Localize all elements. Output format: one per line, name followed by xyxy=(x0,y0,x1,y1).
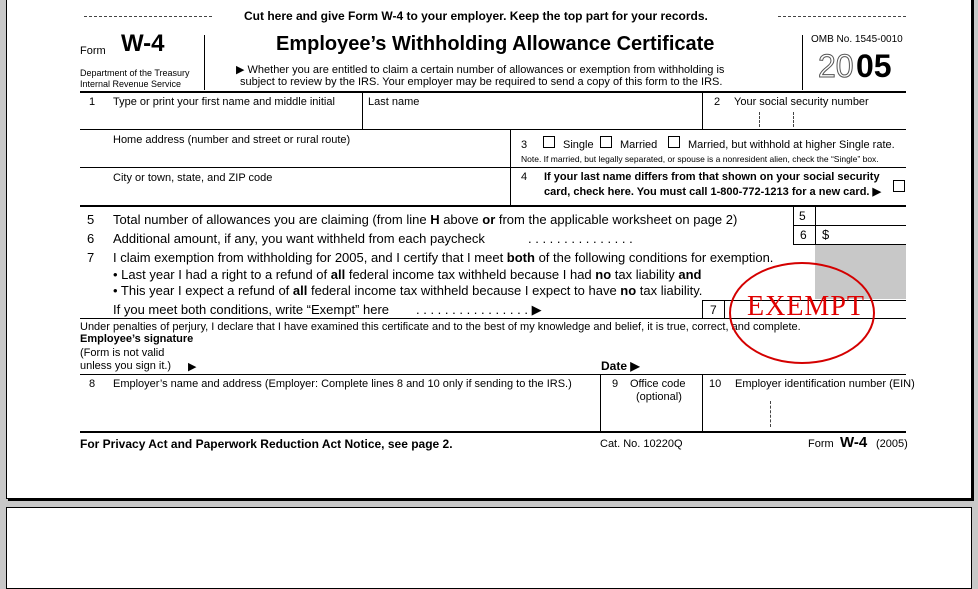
signature-arrow: ▶ xyxy=(188,361,197,373)
row-rule-2 xyxy=(80,167,906,168)
signature-note-1: (Form is not valid xyxy=(80,347,165,359)
line3-number: 3 xyxy=(521,139,528,151)
date-label: Date ▶ xyxy=(601,359,640,373)
employer-name-label: Employer’s name and address (Employer: Complete lines 8 and 10 only if sending to the IRS.) xyxy=(113,378,572,390)
ssn-label: Your social security number xyxy=(734,96,869,108)
line2-number: 2 xyxy=(714,96,721,108)
header-subtitle-1: ▶ Whether you are entitled to claim a certain number of allowances or exemption from withholding is xyxy=(236,64,725,76)
form-title: Employee’s Withholding Allowance Certificate xyxy=(276,33,715,55)
line7-bullet-1: • Last year I had a right to a refund of all federal income tax withheld because I had no tax liability and xyxy=(113,267,702,282)
line6-text: Additional amount, if any, you want withheld from each paycheck xyxy=(113,231,485,246)
single-label: Single xyxy=(563,139,594,151)
line7-dots: . . . . . . . . . . . . . . . . ▶ xyxy=(416,302,542,317)
box6-label: 6 xyxy=(800,228,807,242)
exempt-instruction: If you meet both conditions, write “Exempt” here xyxy=(113,302,390,317)
home-address-field[interactable] xyxy=(80,148,508,166)
footer-rule xyxy=(80,431,906,433)
line5-number: 5 xyxy=(87,212,95,227)
dept-irs: Internal Revenue Service xyxy=(80,79,182,89)
office-code-field[interactable] xyxy=(602,405,700,430)
line7-text: I claim exemption from withholding for 2005, and I certify that I meet both of the following conditions for exemption. xyxy=(113,250,774,265)
footer-form-code: W-4 xyxy=(840,434,868,451)
privacy-notice: For Privacy Act and Paperwork Reduction Act Notice, see page 2. xyxy=(80,437,453,451)
city-label: City or town, state, and ZIP code xyxy=(113,172,273,184)
married-label: Married xyxy=(620,139,658,151)
line1-number: 1 xyxy=(89,96,96,108)
line4-text-1: If your last name differs from that shown on your social security xyxy=(544,171,880,183)
single-checkbox[interactable] xyxy=(543,136,555,148)
line7-number: 7 xyxy=(87,250,95,265)
ein-label: Employer identification number (EIN) xyxy=(735,378,915,390)
exempt-stamp-text: EXEMPT xyxy=(747,291,865,322)
married-higher-checkbox[interactable] xyxy=(668,136,680,148)
married-higher-label: Married, but withhold at higher Single rate. xyxy=(688,139,895,151)
form-code: W-4 xyxy=(121,30,165,57)
box7-divider-left xyxy=(702,300,703,318)
line7-bullet-2: • This year I expect a refund of all federal income tax withheld because I expect to have no tax liability. xyxy=(113,283,703,298)
ein-divider xyxy=(702,375,703,431)
first-name-label: Type or print your first name and middle initial xyxy=(113,96,335,108)
ssn-field[interactable] xyxy=(704,110,906,128)
form-word: Form xyxy=(80,45,106,57)
line6-number: 6 xyxy=(87,231,95,246)
signature-label: Employee’s signature xyxy=(80,333,194,345)
box7-label: 7 xyxy=(710,303,717,317)
first-name-field[interactable] xyxy=(80,110,360,128)
line8-number: 8 xyxy=(89,378,96,390)
line4-text-2: card, check here. You must call 1-800-772-1213 for a new card. ▶ xyxy=(544,186,881,198)
header-divider-left xyxy=(204,35,205,90)
omb-number: OMB No. 1545-0010 xyxy=(811,34,903,45)
year-light: 20 xyxy=(818,48,854,84)
header-subtitle-2: subject to review by the IRS. Your employer may be required to send a copy of this form to the IRS. xyxy=(240,76,723,88)
year-bold: 05 xyxy=(856,48,892,84)
row-rule-5 xyxy=(80,374,906,375)
line6-dots: . . . . . . . . . . . . . . . xyxy=(528,231,633,246)
office-code-label: Office code xyxy=(630,378,686,390)
ssn-divider xyxy=(702,92,703,129)
office-code-optional: (optional) xyxy=(636,391,682,403)
additional-amount-field[interactable] xyxy=(834,226,906,243)
name-divider xyxy=(362,92,363,129)
box7-divider-right xyxy=(724,300,725,318)
line9-number: 9 xyxy=(612,378,619,390)
employer-name-field[interactable] xyxy=(80,394,598,430)
perjury-statement: Under penalties of perjury, I declare that I have examined this certificate and to the best of my knowledge and belief, it is true, correct, and complete. xyxy=(80,321,801,333)
address-label: Home address (number and street or rural route) xyxy=(113,134,351,146)
dept-treasury: Department of the Treasury xyxy=(80,68,190,78)
signature-note-2: unless you sign it.) xyxy=(80,360,172,372)
line3-note: Note. If married, but legally separated, or spouse is a nonresident alien, check the “Single” box. xyxy=(521,154,879,164)
box5-label: 5 xyxy=(799,209,806,223)
dollar-sign: $ xyxy=(822,227,830,242)
header-rule xyxy=(80,91,906,93)
name-differs-checkbox[interactable] xyxy=(893,180,905,192)
next-page xyxy=(6,507,972,589)
office-code-divider xyxy=(600,375,601,431)
row-rule-3 xyxy=(80,205,906,207)
allowances-field[interactable] xyxy=(817,207,906,224)
line5-text: Total number of allowances you are claiming (from line H above or from the applicable worksheet on page 2) xyxy=(113,212,738,227)
cut-line-right xyxy=(778,16,906,17)
header-divider-right xyxy=(802,35,803,90)
city-state-zip-field[interactable] xyxy=(80,186,508,204)
cut-line-left xyxy=(84,16,212,17)
row-rule-1 xyxy=(80,129,906,130)
signature-field[interactable] xyxy=(204,344,594,372)
catalog-number: Cat. No. 10220Q xyxy=(600,438,683,450)
last-name-label: Last name xyxy=(368,96,420,108)
line4-number: 4 xyxy=(521,171,528,183)
footer-form-word: Form xyxy=(808,438,834,450)
footer-year: (2005) xyxy=(876,438,908,450)
cut-note: Cut here and give Form W-4 to your employer. Keep the top part for your records. xyxy=(244,9,708,23)
married-checkbox[interactable] xyxy=(600,136,612,148)
line10-number: 10 xyxy=(709,378,722,390)
last-name-field[interactable] xyxy=(364,110,700,128)
ein-field[interactable] xyxy=(704,394,906,430)
